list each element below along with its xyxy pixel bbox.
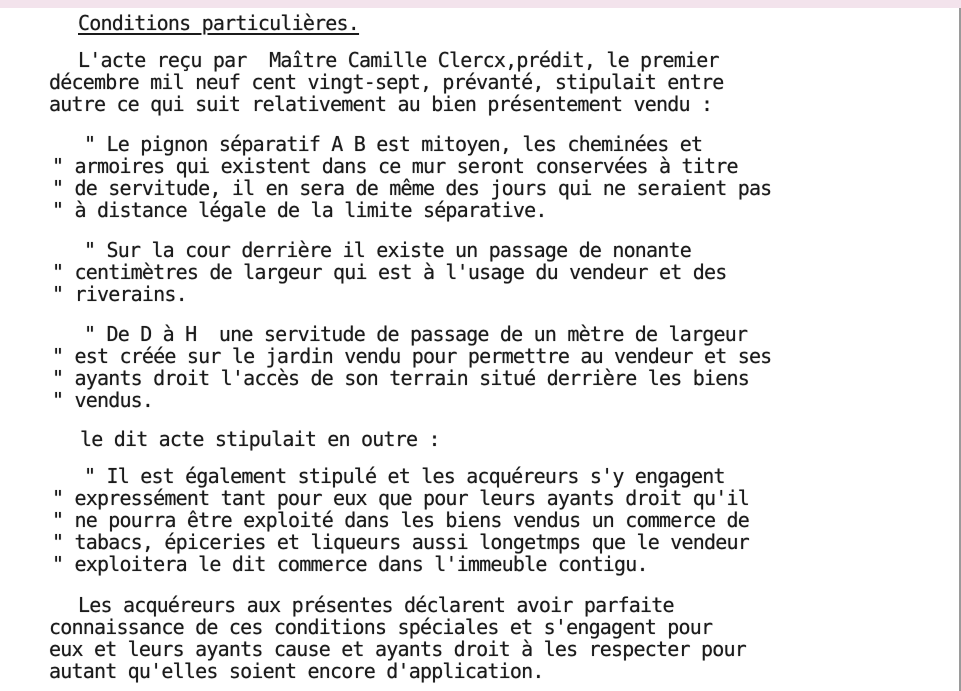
section-heading: Conditions particulières. <box>78 11 360 35</box>
paragraph-2-line-3: " de servitude, il en sera de même des jours qui ne seraient pas <box>52 176 772 200</box>
paragraph-1-line-3: autre ce qui suit relativement au bien présentement vendu : <box>49 92 713 116</box>
paragraph-1-line-1: L'acte reçu par Maître Camille Clercx,prédit, le premier <box>78 48 719 72</box>
paragraph-7-line-4: autant qu'elles soient encore d'application. <box>49 659 544 683</box>
top-margin-strip <box>0 0 961 8</box>
paragraph-6-line-4: " tabacs, épiceries et liqueurs aussi longetmps que le vendeur <box>52 530 749 554</box>
paragraph-6-line-5: " exploitera le dit commerce dans l'immeuble contigu. <box>52 552 648 576</box>
paragraph-4-line-1: " De D à H une servitude de passage de un mètre de largeur <box>84 322 748 346</box>
paragraph-3-line-1: " Sur la cour derrière il existe un passage de nonante <box>84 238 692 262</box>
paragraph-2-line-2: " armoires qui existent dans ce mur seront conservées à titre <box>52 154 738 178</box>
paragraph-4-line-4: " vendus. <box>52 388 154 412</box>
paragraph-3-line-2: " centimètres de largeur qui est à l'usage du vendeur et des <box>52 260 727 284</box>
typed-document-page <box>0 8 958 691</box>
paragraph-5-line-1: le dit acte stipulait en outre : <box>80 427 440 451</box>
paragraph-4-line-2: " est créée sur le jardin vendu pour permettre au vendeur et ses <box>52 344 772 368</box>
paragraph-4-line-3: " ayants droit l'accès de son terrain situé derrière les biens <box>52 366 749 390</box>
paragraph-6-line-3: " ne pourra être exploité dans les biens vendus un commerce de <box>52 508 749 532</box>
paragraph-2-line-4: " à distance légale de la limite séparative. <box>52 198 547 222</box>
paragraph-7-line-3: eux et leurs ayants cause et ayants droit à les respecter pour <box>49 637 746 661</box>
paragraph-1-line-2: décembre mil neuf cent vingt-sept, prévanté, stipulait entre <box>49 70 724 94</box>
paragraph-6-line-2: " expressément tant pour eux que pour leurs ayants droit qu'il <box>52 486 749 510</box>
paragraph-3-line-3: " riverains. <box>52 282 187 306</box>
paragraph-6-line-1: " Il est également stipulé et les acquéreurs s'y engagent <box>84 464 725 488</box>
paragraph-7-line-2: connaissance de ces conditions spéciales et s'engagent pour <box>49 615 713 639</box>
paragraph-2-line-1: " Le pignon séparatif A B est mitoyen, les cheminées et <box>84 132 703 156</box>
paragraph-7-line-1: Les acquéreurs aux présentes déclarent avoir parfaite <box>78 593 674 617</box>
